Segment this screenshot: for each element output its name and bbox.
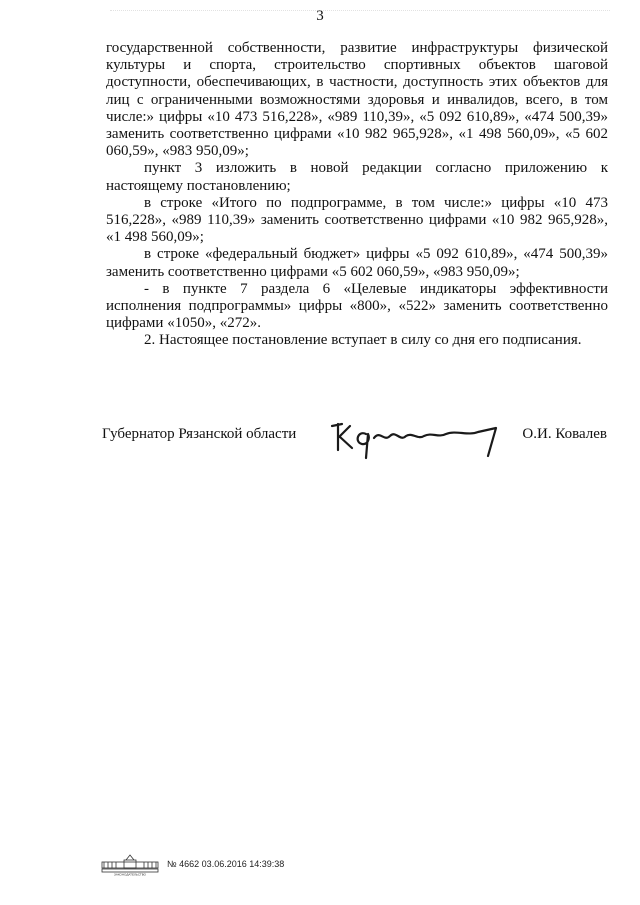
paragraph-p5: - в пункте 7 раздела 6 «Целевые индикаторы эффективности исполнения подпрограммы» цифры «800», «522» заменить соответственно цифрами «1050», «272». bbox=[106, 280, 608, 332]
paragraph-p1: государственной собственности, развитие инфраструктуры физической культуры и спорта, строительство спортивных объектов шаговой доступности, обеспечивающих, в частности, доступность этих объектов для лиц с ограниченными возможностями здоровья и инвалидов, всего, в том числе:» цифры «10 473 516,228», «989 110,39», «5 092 610,89», «474 500,39» заменить соответственно цифрами «10 982 965,928», «1 498 560,09», «5 602 060,59», «983 950,09»; bbox=[106, 40, 608, 160]
document-body bbox=[106, 40, 608, 350]
signatory-title: Губернатор Рязанской области bbox=[102, 426, 297, 442]
registration-stamp: № 4662 03.06.2016 14:39:38 bbox=[167, 859, 285, 869]
paragraph-p3: в строке «Итого по подпрограмме, в том числе:» цифры «10 473 516,228», «989 110,39» заменить соответственно цифрами «10 982 965,928», «1 498 560,09»; bbox=[106, 194, 608, 246]
handwritten-signature-icon bbox=[328, 412, 508, 462]
registry-building-logo-icon bbox=[100, 852, 160, 876]
paragraph-p4: в строке «федеральный бюджет» цифры «5 092 610,89», «474 500,39» заменить соответственно цифрами «5 602 060,59», «983 950,09»; bbox=[106, 246, 608, 280]
paragraph-p2: пункт 3 изложить в новой редакции согласно приложению к настоящему постановлению; bbox=[106, 160, 608, 194]
document-footer bbox=[100, 852, 420, 874]
signatory-name: О.И. Ковалев bbox=[522, 426, 607, 442]
signature-block bbox=[102, 412, 607, 462]
paragraph-p6: 2. Настоящее постановление вступает в силу со дня его подписания. bbox=[144, 332, 582, 349]
page-number: 3 bbox=[316, 8, 324, 24]
svg-text:ЗАКОНОДАТЕЛЬСТВО: ЗАКОНОДАТЕЛЬСТВО bbox=[114, 872, 146, 876]
